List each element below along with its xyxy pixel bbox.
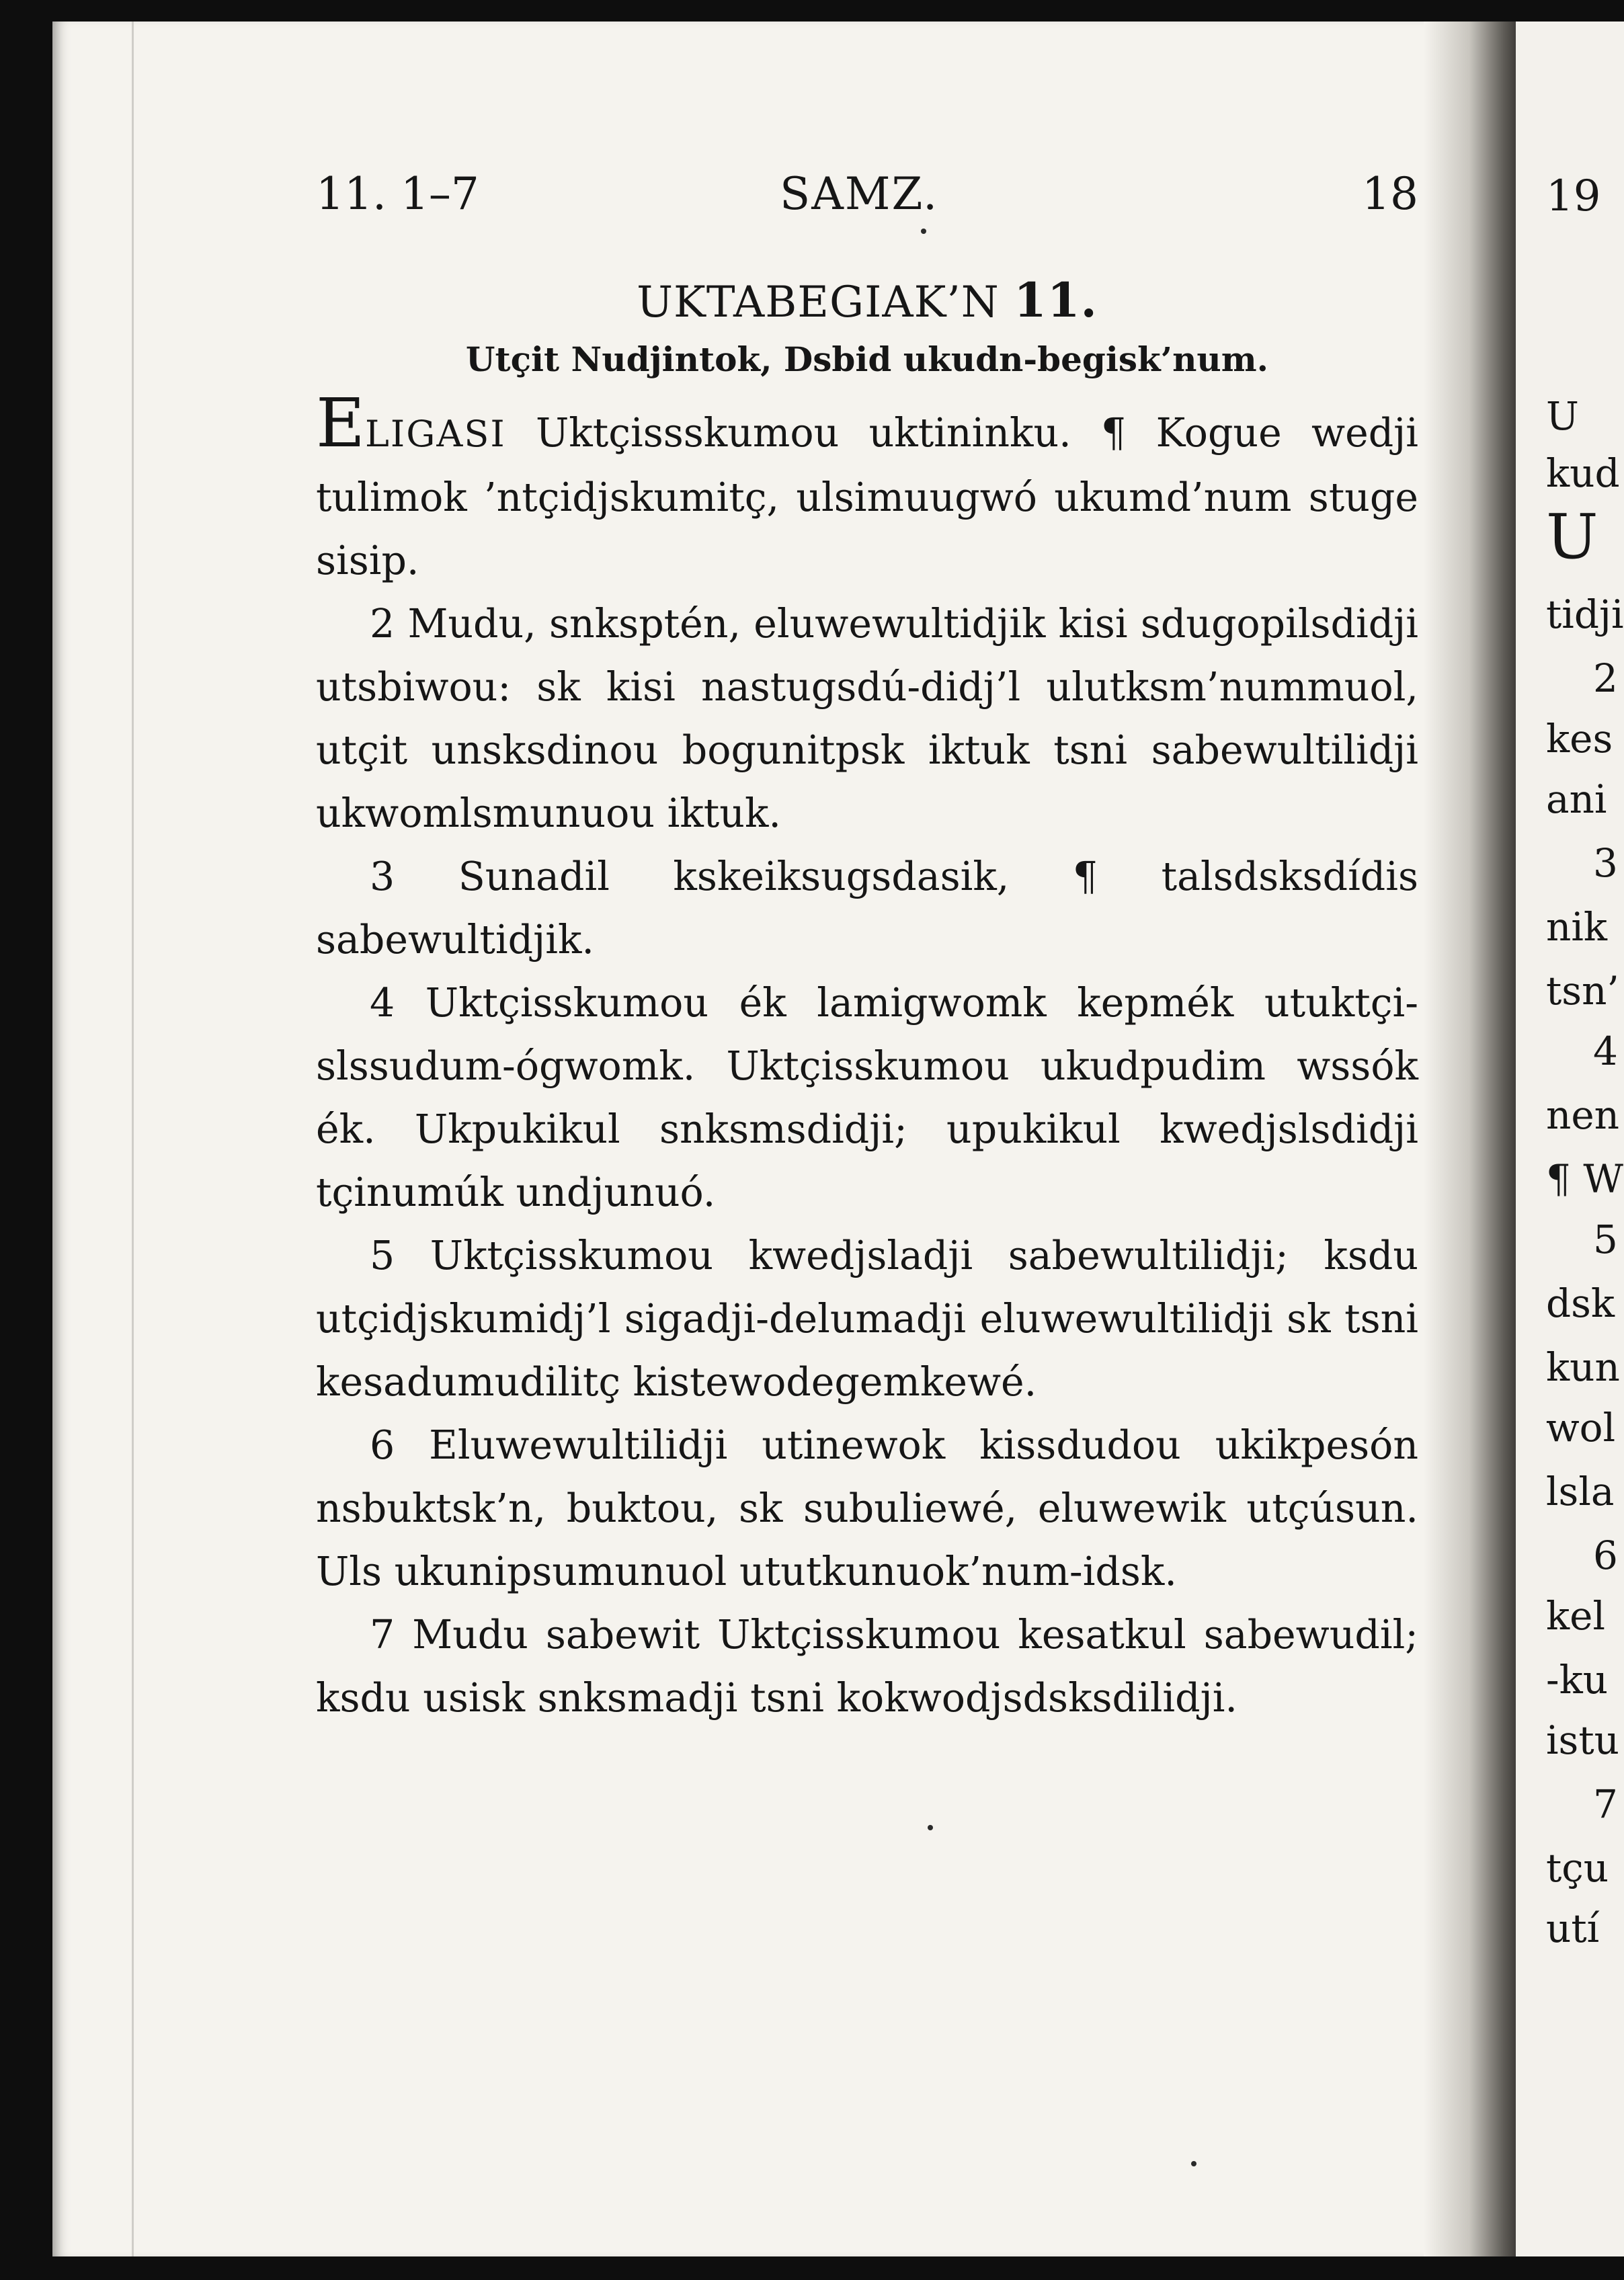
facing-page-fragment: -ku	[1546, 1657, 1609, 1703]
verse-3: 3 Sunadil kskeiksugsdasik, ¶ talsdsksdídis sabewultidjik.	[316, 854, 1418, 963]
psalm-superscription: Utçit Nudjintok, Dsbid ukudn-begisk’num.	[465, 339, 1269, 379]
facing-page-fragment: tidji	[1546, 592, 1624, 637]
facing-page-fragment: kun	[1546, 1344, 1620, 1390]
verse-text: Uktçissskumou uktininku. ¶ Kogue wedji tulimok ’ntçidjskumitç, ulsimuugwó ukumd’num stuge sisip.	[316, 410, 1418, 583]
chapter-number: 11.	[1014, 272, 1098, 328]
facing-page-fragment: 5	[1593, 1217, 1618, 1262]
page-number: 18	[1362, 168, 1418, 220]
running-head	[316, 168, 1418, 229]
facing-page-fragment: nen	[1546, 1092, 1620, 1138]
print-speck	[928, 1825, 933, 1830]
facing-page-fragment: U	[1546, 501, 1598, 573]
verse-7: 7 Mudu sabewit Uktçisskumou kesatkul sabewudil; ksdu usisk snksmadji tsni kokwodjsdsksdilidji.	[316, 1612, 1418, 1721]
facing-page-fragment: 7	[1593, 1781, 1618, 1827]
facing-page-fragment: dsk	[1546, 1280, 1615, 1326]
facing-page-fragment: 6	[1593, 1533, 1618, 1578]
book-gutter-shadow	[1424, 22, 1525, 2256]
print-speck	[921, 229, 926, 234]
facing-page-fragment: wol	[1546, 1405, 1616, 1451]
facing-page-fragment: U	[1546, 393, 1579, 439]
facing-page-fragment: 2	[1593, 655, 1618, 701]
facing-page-fragment: kes	[1546, 716, 1613, 762]
verse-1	[316, 384, 1418, 592]
chapter-heading	[316, 272, 1418, 328]
verse-4: 4 Uktçisskumou ék lamigwomk kepmék utuktçi-slssudum-ógwomk. Uktçisskumou ukudpudim wssók ék. Ukpukikul snksmsdidji; upukikul kwedjslsdidji tçinumúk undjunuó.	[316, 980, 1418, 1215]
print-speck	[1191, 2161, 1196, 2166]
facing-page-fragment: kel	[1546, 1593, 1606, 1639]
facing-page-number: 19	[1546, 171, 1601, 221]
drop-cap: E	[316, 384, 365, 462]
facing-page-fragment: 3	[1593, 840, 1618, 886]
chapter-title: UKTABEGIAK’N	[637, 278, 1000, 327]
facing-page-fragment: ¶ W	[1546, 1156, 1623, 1202]
facing-page-fragment: utí	[1546, 1906, 1600, 1951]
verse-5: 5 Uktçisskumou kwedjsladji sabewultilidji; ksdu utçidjskumidj’l sigadji-delumadji eluwewultilidji sk tsni kesadumudilitç kistewodegemkewé.	[316, 1233, 1418, 1405]
facing-page-fragment: lsla	[1546, 1469, 1615, 1514]
facing-page-fragment: nik	[1546, 904, 1608, 950]
opening-word-caps: LIGASI	[365, 413, 506, 455]
psalm-text	[316, 384, 1418, 1729]
verse-6: 6 Eluwewultilidji utinewok kissdudou ukikpesón nsbuktsk’n, buktou, sk subuliewé, eluwewik utçúsun. Uls ukunipsumunuol ututkunuok’num-idsk.	[316, 1422, 1418, 1594]
chapter-verse-reference: 11. 1–7	[316, 168, 479, 220]
facing-page-fragment: tsn’	[1546, 968, 1619, 1014]
verse-2: 2 Mudu, snksptén, eluwewultidjik kisi sdugopilsdidji utsbiwou: sk kisi nastugsdú-didj’l ulutksm’nummuol, utçit unsksdinou bogunitpsk iktuk tsni sabewultilidji ukwomlsmunuou iktuk.	[316, 601, 1418, 836]
book-title: SAMZ.	[780, 168, 939, 220]
facing-page-fragment: tçu	[1546, 1845, 1609, 1891]
facing-page-fragment: istu	[1546, 1717, 1619, 1763]
page-edge-line	[132, 22, 134, 2256]
facing-page-fragment: ani	[1546, 776, 1607, 822]
facing-page-fragment: kud	[1546, 450, 1620, 496]
facing-page-fragment: 4	[1593, 1028, 1618, 1074]
